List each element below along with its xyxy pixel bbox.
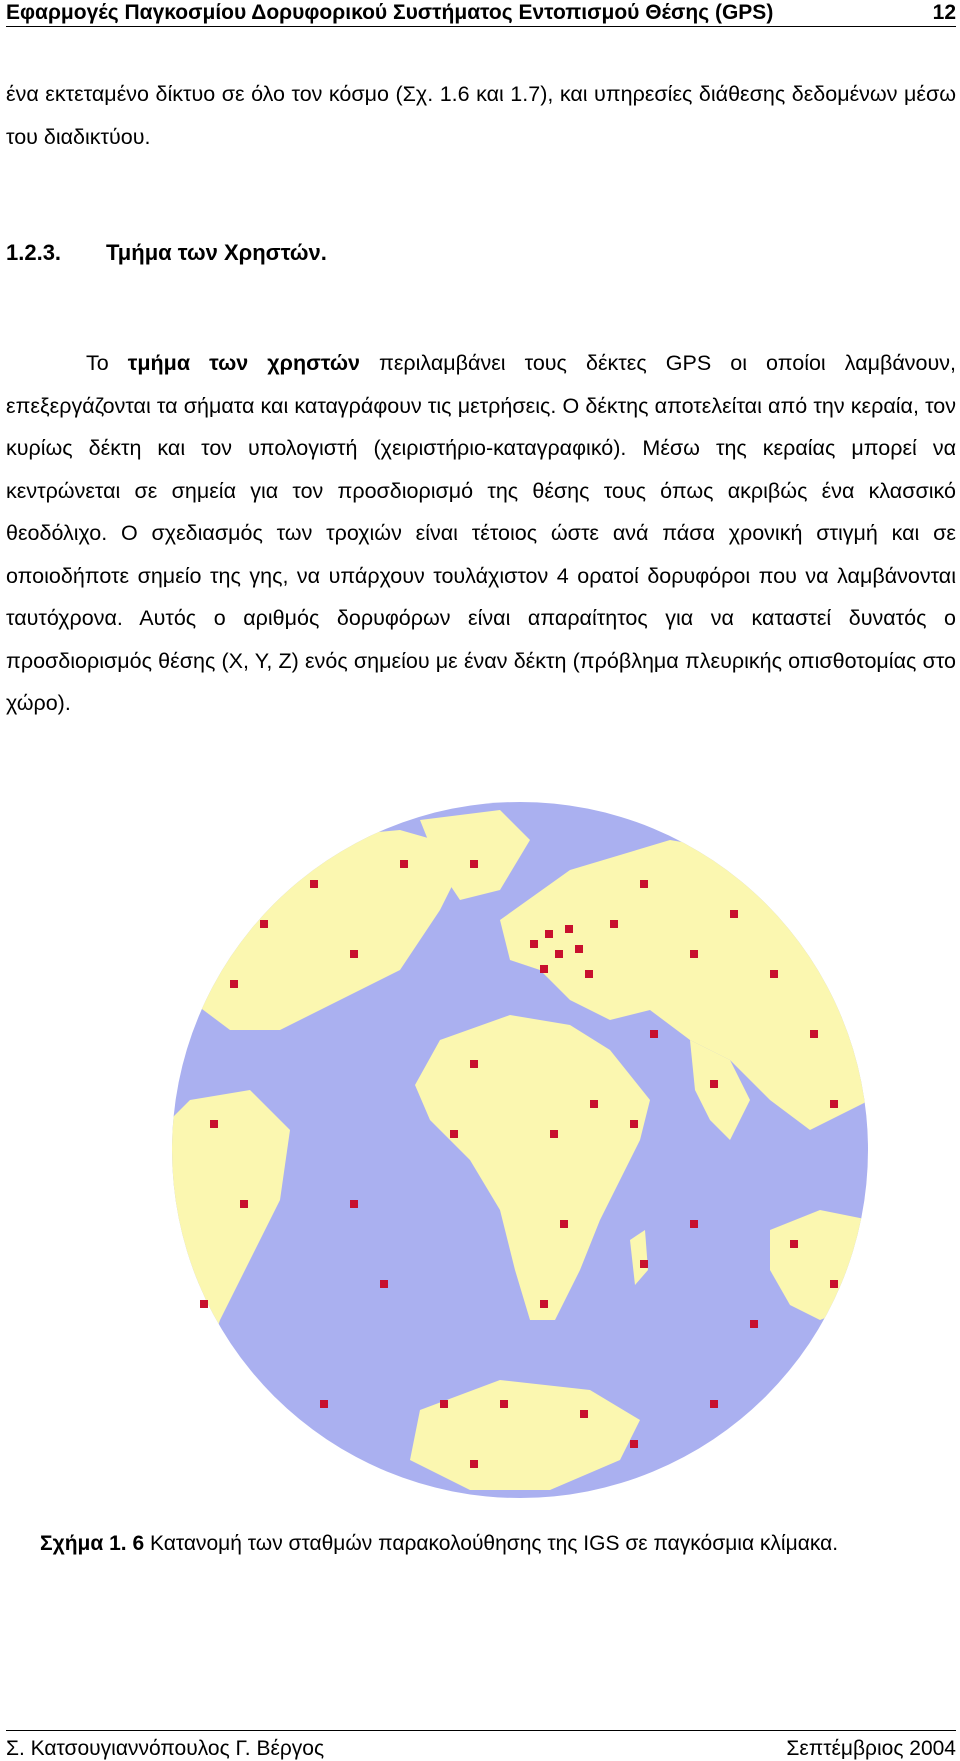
station-marker: [630, 1440, 638, 1448]
station-marker: [810, 1030, 818, 1038]
station-marker: [320, 1400, 328, 1408]
station-marker: [530, 940, 538, 948]
figure-caption: [40, 1532, 838, 1556]
station-marker: [555, 950, 563, 958]
station-marker: [710, 1400, 718, 1408]
section-heading: [6, 240, 327, 266]
station-marker: [590, 1100, 598, 1108]
station-marker: [545, 930, 553, 938]
station-marker: [380, 1280, 388, 1288]
station-marker: [750, 1320, 758, 1328]
station-marker: [400, 860, 408, 868]
footer-authors: Σ. Κατσουγιαννόπουλος Γ. Βέργος: [6, 1737, 325, 1760]
section-number: 1.2.3.: [6, 240, 62, 265]
page-number: 12: [932, 1, 956, 24]
station-marker: [550, 1130, 558, 1138]
page-header: [6, 0, 956, 27]
station-marker: [210, 1120, 218, 1128]
station-marker: [350, 950, 358, 958]
caption-text: Κατανομή των σταθμών παρακολούθησης της IGS σε παγκόσμια κλίμακα.: [144, 1532, 839, 1555]
station-marker: [575, 945, 583, 953]
section-title: Τμήμα των Χρηστών.: [106, 240, 327, 265]
station-marker: [640, 880, 648, 888]
footer-date: Σεπτέμβριος 2004: [786, 1737, 956, 1760]
station-marker: [470, 860, 478, 868]
station-marker: [500, 1400, 508, 1408]
station-marker: [830, 1280, 838, 1288]
body-text: περιλαμβάνει τους δέκτες GPS οι οποίοι λαμβάνουν, επεξεργάζονται τα σήματα και καταγράφουν τις μετρήσεις. Ο δέκτης αποτελείται από την κεραία, τον κυρίως δέκτη και τον υπολογιστή (χειριστήριο-καταγραφικό). Μέσω της κεραίας μπορεί να κεντρώνεται σε σημεία για τον προσδιορισμό της θέσης τους όπως ακριβώς ένα κλασσικό θεοδόλιχο. Ο σχεδιασμός των τροχιών είναι τέτοιος ώστε ανά πάσα χρονική στιγμή και σε οποιοδήποτε σημείο της γης, να υπάρχουν τουλάχιστον 4 ορατοί δορυφόροι που να λαμβάνονται ταυτόχρονα. Αυτός ο αριθμός δορυφόρων είναι απαραίτητος για να καταστεί δυνατός ο προσδιορισμός θέσης (X, Y, Z) ενός σημείου με έναν δέκτη (πρόβλημα πλευρικής οπισθοτομίας στο χώρο).: [6, 351, 956, 715]
station-marker: [690, 950, 698, 958]
station-marker: [630, 1120, 638, 1128]
station-marker: [240, 1200, 248, 1208]
station-marker: [650, 1030, 658, 1038]
station-marker: [610, 920, 618, 928]
page-footer: [6, 1730, 956, 1761]
intro-paragraph: ένα εκτεταμένο δίκτυο σε όλο τον κόσμο (Σχ. 1.6 και 1.7), και υπηρεσίες διάθεσης δεδομένων μέσω του διαδικτύου.: [6, 82, 956, 149]
station-marker: [260, 920, 268, 928]
station-marker: [710, 1080, 718, 1088]
station-marker: [450, 1130, 458, 1138]
station-marker: [540, 965, 548, 973]
station-marker: [640, 1260, 648, 1268]
station-marker: [200, 1300, 208, 1308]
caption-label: Σχήμα 1. 6: [40, 1532, 145, 1555]
station-marker: [790, 1240, 798, 1248]
station-marker: [540, 1300, 548, 1308]
body-lead: Το: [86, 351, 128, 375]
body-paragraph: [6, 342, 956, 725]
station-marker: [730, 910, 738, 918]
igs-globe-map: [170, 800, 870, 1500]
station-marker: [440, 1400, 448, 1408]
header-title: Εφαρμογές Παγκοσμίου Δορυφορικού Συστήματος Εντοπισμού Θέσης (GPS): [6, 1, 774, 24]
station-marker: [470, 1460, 478, 1468]
station-marker: [560, 1220, 568, 1228]
station-marker: [770, 970, 778, 978]
station-marker: [690, 1220, 698, 1228]
bold-term: τμήμα των χρηστών: [127, 351, 360, 375]
station-marker: [350, 1200, 358, 1208]
station-marker: [580, 1410, 588, 1418]
station-marker: [830, 1100, 838, 1108]
station-marker: [585, 970, 593, 978]
station-marker: [310, 880, 318, 888]
station-marker: [230, 980, 238, 988]
station-marker: [470, 1060, 478, 1068]
station-marker: [565, 925, 573, 933]
